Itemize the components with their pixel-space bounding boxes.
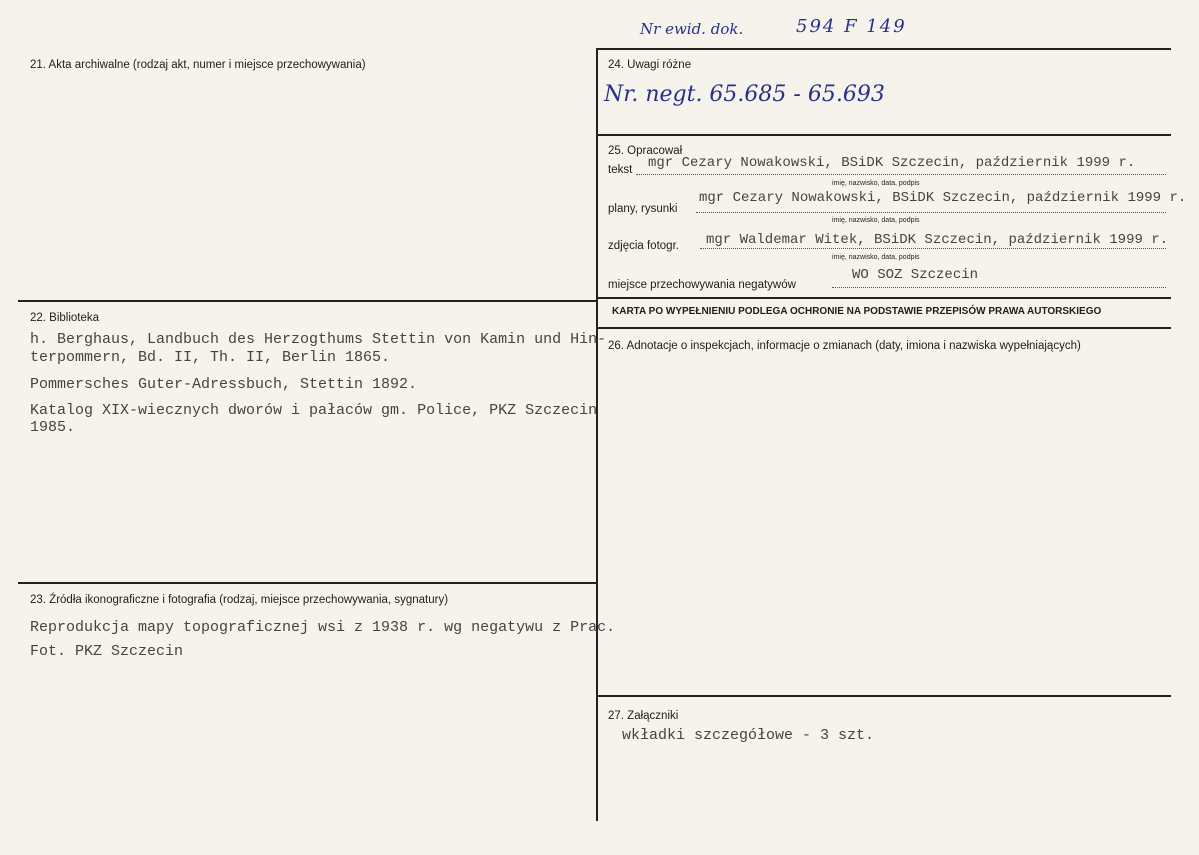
plany-dotted-line (696, 212, 1166, 213)
miejsce-label: miejsce przechowywania negatywów (608, 279, 796, 291)
section-25-label: 25. Opracował (608, 145, 683, 157)
section-22-label: 22. Biblioteka (30, 312, 100, 324)
section-24-label: 24. Uwagi różne (608, 59, 692, 71)
document-number-value: 594 F 149 (796, 16, 907, 37)
plany-hint: imię, nazwisko, data, podpis (832, 217, 920, 224)
miejsce-dotted-line (832, 287, 1166, 288)
divider-21-22 (18, 300, 597, 302)
attachments-value: wkładki szczegółowe - 3 szt. (622, 727, 875, 744)
divider-24-25 (596, 134, 1171, 136)
bibliography-line-1: h. Berghaus, Landbuch des Herzogthums Stettin von Kamin und Hin- (30, 331, 607, 348)
column-divider (596, 48, 598, 821)
bibliography-line-5: 1985. (30, 419, 76, 436)
zdjecia-dotted-line (700, 248, 1166, 249)
copyright-notice: KARTA PO WYPEŁNIENIU PODLEGA OCHRONIE NA PODSTAWIE PRZEPISÓW PRAWA AUTORSKIEGO (612, 306, 1102, 317)
tekst-hint: imię, nazwisko, data, podpis (832, 180, 920, 187)
plany-label: plany, rysunki (608, 203, 678, 215)
zdjecia-label: zdjęcia fotogr. (608, 240, 679, 252)
divider-notice-26 (596, 327, 1171, 329)
zdjecia-value: mgr Waldemar Witek, BSiDK Szczecin, październik 1999 r. (706, 232, 1169, 248)
tekst-dotted-line (636, 174, 1166, 175)
section-26-label: 26. Adnotacje o inspekcjach, informacje o zmianach (daty, imiona i nazwiska wypełniających) (608, 340, 1081, 352)
bibliography-line-3: Pommersches Guter-Adressbuch, Stettin 1892. (30, 376, 418, 393)
top-rule-right (596, 48, 1171, 50)
section-27-label: 27. Załączniki (608, 710, 679, 722)
miejsce-value: WO SOZ Szczecin (852, 267, 979, 283)
divider-22-23 (18, 582, 597, 584)
iconography-line-1: Reprodukcja mapy topograficznej wsi z 1938 r. wg negatywu z Prac. (30, 619, 616, 636)
document-number-label: Nr ewid. dok. (640, 20, 744, 38)
bibliography-line-4: Katalog XIX-wiecznych dworów i pałaców gm. Police, PKZ Szczecin (30, 402, 598, 419)
bibliography-line-2: terpommern, Bd. II, Th. II, Berlin 1865. (30, 349, 391, 366)
plany-value: mgr Cezary Nowakowski, BSiDK Szczecin, październik 1999 r. (699, 190, 1187, 206)
divider-26-27 (596, 695, 1171, 697)
tekst-value: mgr Cezary Nowakowski, BSiDK Szczecin, październik 1999 r. (648, 155, 1136, 171)
tekst-label: tekst (608, 164, 633, 176)
negative-numbers-handwritten: Nr. negt. 65.685 - 65.693 (604, 82, 885, 107)
iconography-line-2: Fot. PKZ Szczecin (30, 643, 184, 660)
divider-25-notice (596, 297, 1171, 299)
section-23-label: 23. Źródła ikonograficzne i fotografia (rodzaj, miejsce przechowywania, sygnatury) (30, 594, 449, 606)
section-21-label: 21. Akta archiwalne (rodzaj akt, numer i miejsce przechowywania) (30, 59, 366, 71)
zdjecia-hint: imię, nazwisko, data, podpis (832, 254, 920, 261)
